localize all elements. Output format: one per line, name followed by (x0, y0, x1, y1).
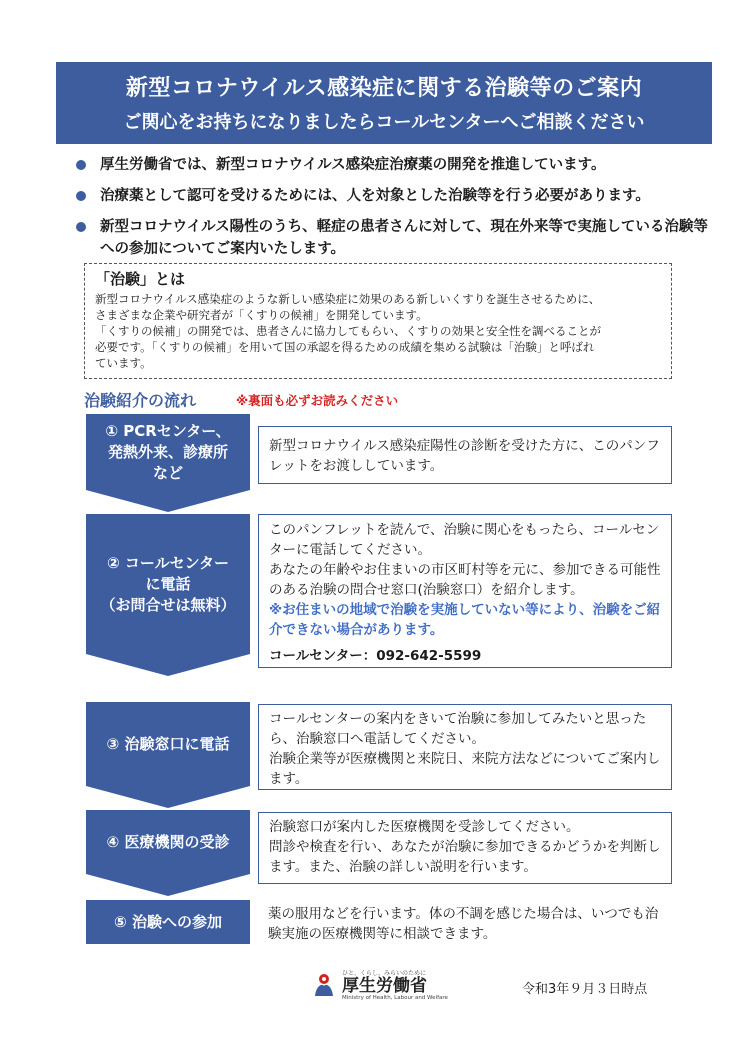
bullet-dot-icon (76, 160, 86, 170)
chiken-definition-box (84, 263, 672, 379)
step-2-label: ② コールセンター に電話 （お問合せは無料） (86, 514, 250, 654)
flow-note: ※裏面も必ずお読みください (236, 393, 399, 408)
step-1-label: ① PCRセンター、 発熱外来、診療所 など (86, 414, 250, 490)
step-3-label: ③ 治験窓口に電話 (86, 702, 250, 786)
step-5-description: 薬の服用などを行います。体の不調を感じた場合は、いつでも治験実施の医療機関等に相談できます。 (258, 900, 672, 950)
bullet-item: 新型コロナウイルス陽性のうち、軽症の患者さんに対して、現在外来等で実施している治験等への参加についてご案内いたします。 (76, 216, 716, 260)
ministry-emblem-icon (312, 972, 336, 998)
step-5-label: ⑤ 治験への参加 (86, 900, 250, 944)
chiken-line: さまざまな企業や研究者が「くすりの候補」を開発しています。 (95, 308, 428, 322)
bullet-item: 厚生労働省では、新型コロナウイルス感染症治療薬の開発を推進しています。 (76, 154, 716, 176)
step-1-description: 新型コロナウイルス感染症陽性の診断を受けた方に、このパンフレットをお渡ししています。 (258, 426, 672, 484)
page-title: 新型コロナウイルス感染症に関する治験等のご案内 (125, 76, 643, 101)
step-2-note: ※お住まいの地域で治験を実施していない等により、治験をご紹介できない場合があります。 (269, 602, 661, 638)
chiken-title: 「治験」とは (95, 270, 186, 288)
chiken-line: ています。 (95, 356, 152, 370)
step-2-arrow-icon (86, 654, 250, 676)
bullet-item: 治療薬として認可を受けるためには、人を対象とした治験等を行う必要があります。 (76, 185, 716, 207)
step-4-description: 治験窓口が案内した医療機関を受診してください。 問診や検査を行い、あなたが治験に参加できるかどうかを判断します。また、治験の詳しい説明を行います。 (258, 812, 672, 884)
page-subtitle: ご関心をお持ちになりましたらコールセンターへご相談ください (123, 112, 645, 133)
chiken-line: 新型コロナウイルス感染症のような新しい感染症に効果のある新しいくすりを誕生させるために、 (95, 292, 601, 306)
as-of-date: 令和3年９月３日時点 (522, 982, 648, 997)
flow-title: 治験紹介の流れ (84, 391, 197, 410)
bullet-dot-icon (76, 222, 86, 232)
ministry-tagline: ひと、くらし、みらいのために (342, 970, 427, 977)
call-center-phone: コールセンター：092-642-5599 (269, 648, 482, 664)
bullet-list (76, 154, 716, 269)
chiken-line: 「くすりの候補」の開発では、患者さんに協力してもらい、くすりの効果と安全性を調べることが (95, 324, 601, 338)
step-4-label: ④ 医療機関の受診 (86, 810, 250, 874)
step-2-description: このパンフレットを読んで、治験に関心をもったら、コールセンターに電話してください。 あなたの年齢やお住まいの市区町村等を元に、参加できる可能性のある治験の問合せ窓口(治験窓口）を紹介します。 ※お住まいの地域で治験を実施していない等により、治験をご紹介できない場合があります。 コールセンター：092-642-5599 (258, 514, 672, 668)
step-3-arrow-icon (86, 786, 250, 808)
step-1-arrow-icon (86, 490, 250, 512)
chiken-line: 必要です。「くすりの候補」を用いて国の承認を得るための成績を集める試験は「治験」と呼ばれ (95, 340, 595, 354)
step-4-arrow-icon (86, 874, 250, 896)
step-3-description: コールセンターの案内をきいて治験に参加してみたいと思ったら、治験窓口へ電話してください。 治験企業等が医療機関と来院日、来院方法などについてご案内します。 (258, 704, 672, 790)
header-banner (56, 62, 712, 144)
bullet-dot-icon (76, 191, 86, 201)
ministry-name-en: Ministry of Health, Labour and Welfare (342, 995, 448, 1001)
ministry-name: 厚生労働省 (342, 976, 427, 996)
ministry-logo (312, 968, 448, 1001)
